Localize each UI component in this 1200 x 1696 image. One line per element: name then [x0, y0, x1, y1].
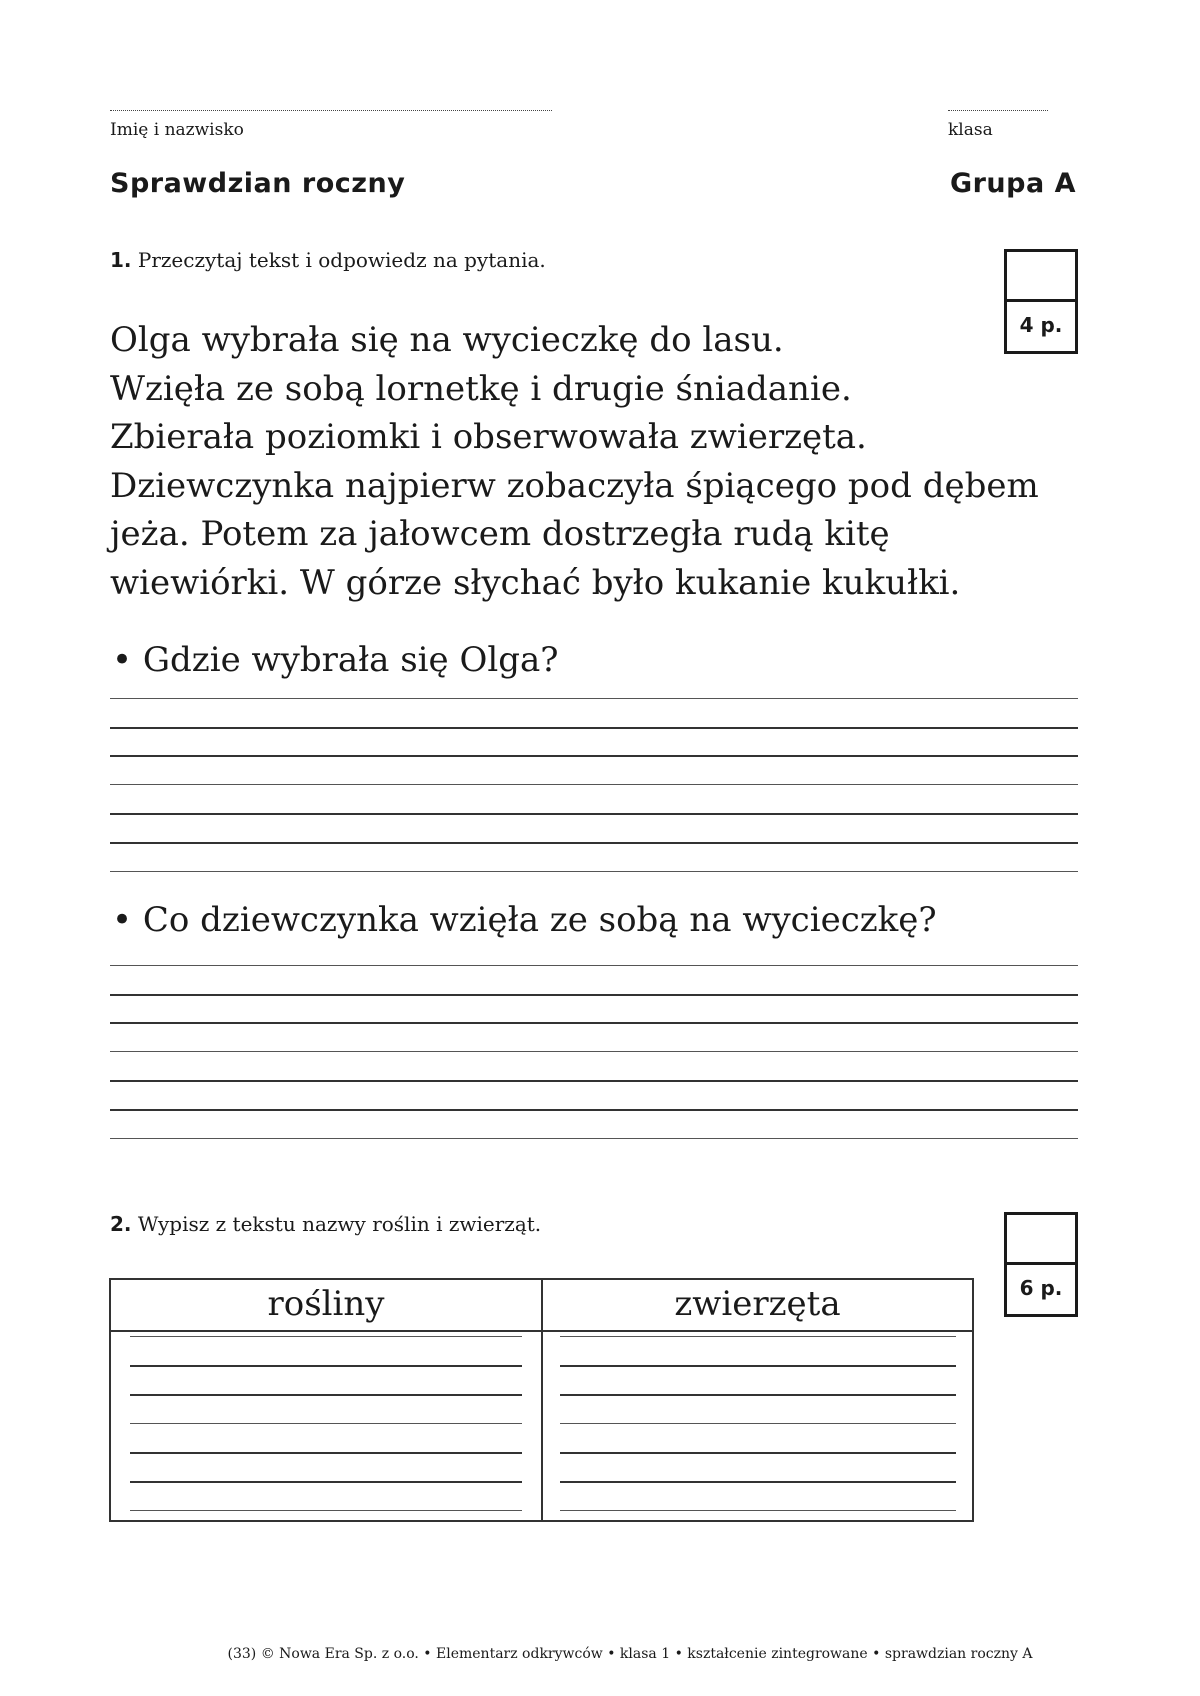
- writing-line: [130, 1336, 522, 1337]
- task2-instruction: [110, 1212, 541, 1236]
- task2-score-field[interactable]: [1007, 1215, 1075, 1265]
- writing-line: [560, 1481, 956, 1483]
- task2-points-box: [1004, 1212, 1078, 1317]
- writing-line: [110, 755, 1078, 757]
- page-footer: (33) © Nowa Era Sp. z o.o. • Elementarz odkrywców • klasa 1 • kształcenie zintegrowane • sprawdzian roczny A: [227, 1646, 1033, 1662]
- writing-line: [130, 1423, 522, 1424]
- task1-number: 1.: [110, 248, 132, 272]
- group-label: Grupa A: [949, 168, 1076, 199]
- writing-line: [560, 1452, 956, 1454]
- writing-line: [110, 871, 1078, 872]
- writing-line: [110, 727, 1078, 729]
- task1-instruction-text: Przeczytaj tekst i odpowiedz na pytania.: [137, 248, 546, 272]
- writing-line: [130, 1394, 522, 1396]
- column-header-animals: zwierzęta: [674, 1284, 841, 1324]
- writing-line: [130, 1481, 522, 1483]
- task2-number: 2.: [110, 1212, 132, 1236]
- page-title: Sprawdzian roczny: [110, 168, 406, 199]
- writing-line: [110, 842, 1078, 844]
- writing-line: [560, 1394, 956, 1396]
- story-line: wiewiórki. W górze słychać było kukanie kukułki.: [110, 562, 961, 603]
- name-field-line[interactable]: [110, 110, 552, 111]
- writing-line: [130, 1452, 522, 1454]
- task1-instruction: [110, 248, 546, 272]
- writing-line: [130, 1365, 522, 1367]
- task2-instruction-text: Wypisz z tekstu nazwy roślin i zwierząt.: [137, 1212, 542, 1236]
- writing-line: [110, 965, 1078, 966]
- writing-line: [560, 1336, 956, 1337]
- class-field-line[interactable]: [948, 110, 1048, 111]
- writing-line: [130, 1510, 522, 1511]
- question-1: • Gdzie wybrała się Olga?: [112, 640, 559, 680]
- table-header-divider: [109, 1330, 974, 1332]
- task1-points-label: 4 p.: [1019, 312, 1063, 337]
- name-label: Imię i nazwisko: [110, 120, 244, 140]
- writing-line: [560, 1365, 956, 1367]
- story-line: Olga wybrała się na wycieczkę do lasu.: [110, 320, 784, 360]
- writing-line: [560, 1510, 956, 1511]
- writing-line: [110, 1051, 1078, 1052]
- writing-line: [110, 813, 1078, 815]
- writing-line: [110, 1109, 1078, 1111]
- writing-line: [560, 1423, 956, 1424]
- story-line: jeża. Potem za jałowcem dostrzegła rudą kitę: [110, 514, 890, 554]
- task1-score-field[interactable]: [1007, 252, 1075, 302]
- reading-text: [110, 316, 1039, 607]
- writing-line: [110, 1080, 1078, 1082]
- question-2: • Co dziewczynka wzięła ze sobą na wycieczkę?: [112, 900, 937, 940]
- story-line: Dziewczynka najpierw zobaczyła śpiącego pod dębem: [110, 465, 1039, 506]
- writing-line: [110, 994, 1078, 996]
- class-label: klasa: [948, 120, 993, 140]
- task2-points-label: 6 p.: [1019, 1275, 1063, 1300]
- writing-line: [110, 1022, 1078, 1024]
- writing-line: [110, 784, 1078, 785]
- writing-line: [110, 698, 1078, 699]
- writing-line: [110, 1138, 1078, 1139]
- story-line: Wzięła ze sobą lornetkę i drugie śniadanie.: [110, 368, 852, 409]
- column-header-plants: rośliny: [267, 1284, 385, 1324]
- story-line: Zbierała poziomki i obserwowała zwierzęta.: [110, 417, 867, 457]
